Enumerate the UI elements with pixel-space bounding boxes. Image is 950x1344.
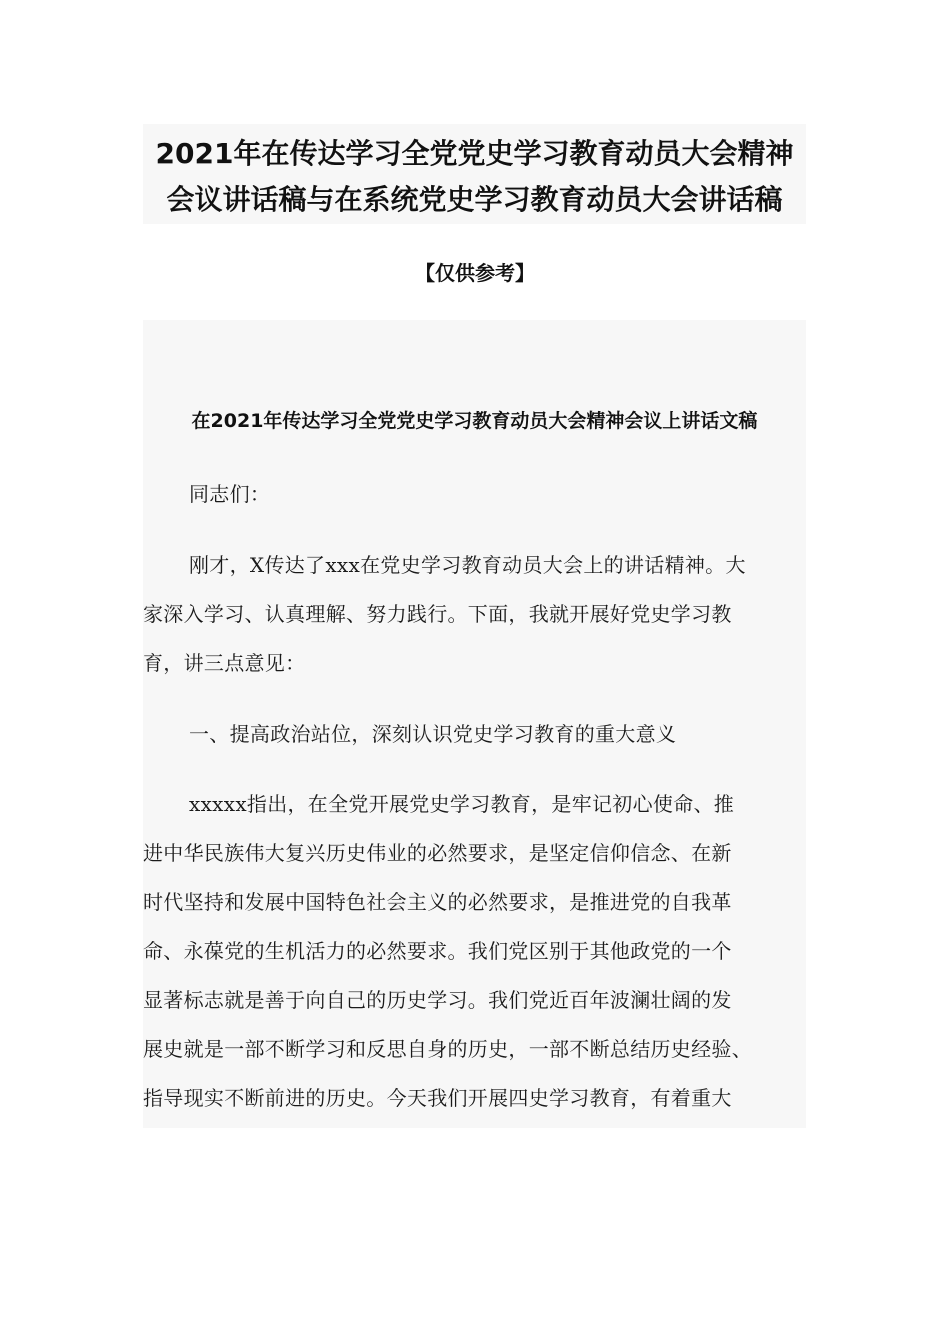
document-title bbox=[143, 124, 806, 224]
greeting-paragraph bbox=[143, 470, 806, 519]
body-line-7: 指导现实不断前进的历史。今天我们开展四史学习教育，有着重大 bbox=[143, 1086, 732, 1110]
body-line-6: 展史就是一部不断学习和反思自身的历史，一部不断总结历史经验、 bbox=[143, 1037, 752, 1061]
document-body bbox=[143, 320, 806, 1128]
body-line-3: 时代坚持和发展中国特色社会主义的必然要求，是推进党的自我革 bbox=[143, 890, 732, 914]
body-line-2: 进中华民族伟大复兴历史伟业的必然要求，是坚定信仰信念、在新 bbox=[143, 841, 732, 865]
speech-title: 在2021年传达学习全党党史学习教育动员大会精神会议上讲话文稿 bbox=[191, 410, 758, 432]
intro-line-1: 刚才，X传达了xxx在党史学习教育动员大会上的讲话精神。大 bbox=[189, 553, 746, 577]
body-line-5: 显著标志就是善于向自己的历史学习。我们党近百年波澜壮阔的发 bbox=[143, 988, 732, 1012]
body-line-1: xxxxx指出，在全党开展党史学习教育，是牢记初心使命、推 bbox=[189, 792, 735, 816]
section-1-paragraph bbox=[143, 780, 806, 1123]
reference-note: 【仅供参考】 bbox=[415, 261, 535, 285]
greeting-line: 同志们： bbox=[189, 482, 271, 506]
title-line-1: 2021年在传达学习全党党史学习教育动员大会精神 bbox=[155, 137, 794, 170]
body-line-4: 命、永葆党的生机活力的必然要求。我们党区别于其他政党的一个 bbox=[143, 939, 732, 963]
intro-line-2: 家深入学习、认真理解、努力践行。下面，我就开展好党史学习教 bbox=[143, 602, 732, 626]
intro-paragraph bbox=[143, 541, 806, 688]
intro-line-3: 育，讲三点意见： bbox=[143, 651, 306, 675]
section-heading-1 bbox=[143, 710, 806, 759]
title-line-2: 会议讲话稿与在系统党史学习教育动员大会讲话稿 bbox=[166, 183, 783, 216]
section-heading-1-text: 一、提高政治站位，深刻认识党史学习教育的重大意义 bbox=[189, 722, 677, 746]
